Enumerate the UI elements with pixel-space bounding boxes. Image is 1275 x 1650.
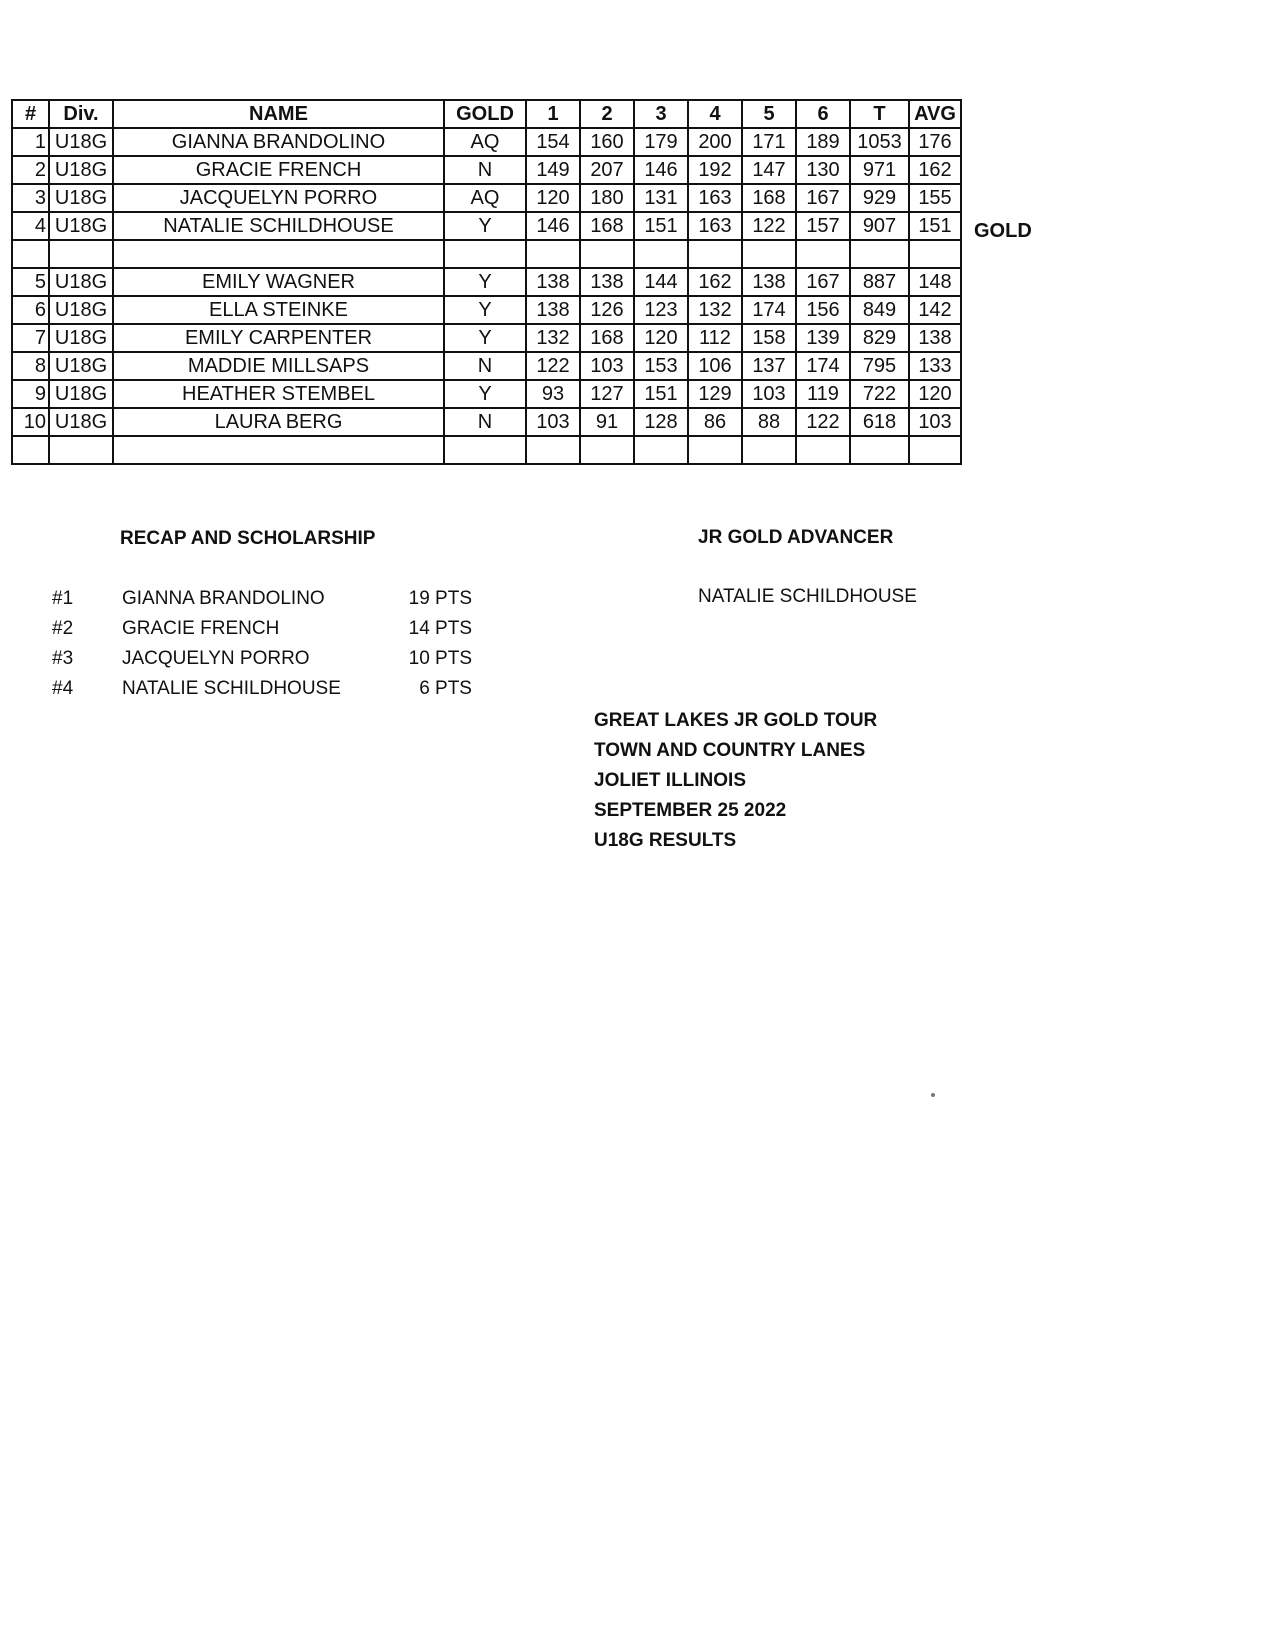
cell-game-3: 144 [634, 268, 688, 296]
table-row [12, 184, 961, 212]
cell-game-6: 139 [796, 324, 850, 352]
cell-rank: 6 [12, 296, 49, 324]
empty-cell [49, 240, 113, 268]
cell-game-1: 138 [526, 296, 580, 324]
cell-name: ELLA STEINKE [113, 296, 444, 324]
cell-rank: 8 [12, 352, 49, 380]
cell-game-4: 112 [688, 324, 742, 352]
cell-game-5: 168 [742, 184, 796, 212]
cell-average: 162 [909, 156, 961, 184]
empty-cell [688, 240, 742, 268]
cell-gold: Y [444, 324, 526, 352]
cell-game-6: 122 [796, 408, 850, 436]
cell-game-6: 189 [796, 128, 850, 156]
empty-cell [444, 436, 526, 464]
header-cell-game-3: 3 [634, 100, 688, 128]
cell-total: 1053 [850, 128, 909, 156]
cell-game-5: 158 [742, 324, 796, 352]
cell-total: 907 [850, 212, 909, 240]
cell-game-1: 138 [526, 268, 580, 296]
cell-division: U18G [49, 184, 113, 212]
recap-item [52, 618, 472, 648]
cell-total: 829 [850, 324, 909, 352]
cell-gold: Y [444, 268, 526, 296]
cell-rank: 5 [12, 268, 49, 296]
recap-pts: 6 PTS [419, 678, 472, 699]
empty-cell [909, 240, 961, 268]
cell-average: 151 [909, 212, 961, 240]
cell-total: 618 [850, 408, 909, 436]
cell-total: 887 [850, 268, 909, 296]
cell-rank: 4 [12, 212, 49, 240]
cell-game-2: 103 [580, 352, 634, 380]
gold-marker-label: GOLD [974, 220, 1032, 242]
table-row [12, 296, 961, 324]
cell-division: U18G [49, 324, 113, 352]
table-row [12, 324, 961, 352]
cell-game-4: 86 [688, 408, 742, 436]
recap-heading: RECAP AND SCHOLARSHIP [120, 528, 376, 549]
cell-rank: 1 [12, 128, 49, 156]
cell-game-3: 146 [634, 156, 688, 184]
cell-game-4: 200 [688, 128, 742, 156]
cell-gold: AQ [444, 128, 526, 156]
empty-cell [796, 436, 850, 464]
empty-cell [113, 240, 444, 268]
recap-name: JACQUELYN PORRO [122, 648, 310, 669]
cell-division: U18G [49, 408, 113, 436]
cell-game-6: 167 [796, 268, 850, 296]
cell-total: 722 [850, 380, 909, 408]
cell-rank: 9 [12, 380, 49, 408]
cell-gold: AQ [444, 184, 526, 212]
cell-game-2: 91 [580, 408, 634, 436]
header-cell-name: NAME [113, 100, 444, 128]
header-cell-gold: GOLD [444, 100, 526, 128]
cell-game-6: 119 [796, 380, 850, 408]
empty-cell [526, 436, 580, 464]
cell-game-2: 180 [580, 184, 634, 212]
header-cell-average: AVG [909, 100, 961, 128]
cell-game-3: 123 [634, 296, 688, 324]
cell-name: EMILY CARPENTER [113, 324, 444, 352]
cell-game-6: 156 [796, 296, 850, 324]
recap-rank: #2 [52, 618, 74, 639]
event-info-line: SEPTEMBER 25 2022 [594, 800, 787, 821]
blank-row [12, 436, 961, 464]
empty-cell [113, 436, 444, 464]
cell-game-1: 146 [526, 212, 580, 240]
cell-game-1: 103 [526, 408, 580, 436]
recap-name: NATALIE SCHILDHOUSE [122, 678, 341, 699]
cell-gold: Y [444, 296, 526, 324]
table-row [12, 268, 961, 296]
cell-division: U18G [49, 268, 113, 296]
table-row [12, 380, 961, 408]
recap-item [52, 648, 472, 678]
cell-game-2: 160 [580, 128, 634, 156]
cell-game-5: 122 [742, 212, 796, 240]
cell-game-3: 179 [634, 128, 688, 156]
cell-average: 120 [909, 380, 961, 408]
cell-gold: Y [444, 380, 526, 408]
cell-game-1: 149 [526, 156, 580, 184]
cell-rank: 10 [12, 408, 49, 436]
cell-average: 138 [909, 324, 961, 352]
cell-game-6: 174 [796, 352, 850, 380]
cell-game-2: 168 [580, 324, 634, 352]
advancer-heading: JR GOLD ADVANCER [698, 527, 894, 548]
cell-total: 795 [850, 352, 909, 380]
cell-game-4: 192 [688, 156, 742, 184]
cell-game-4: 129 [688, 380, 742, 408]
empty-cell [909, 436, 961, 464]
cell-total: 971 [850, 156, 909, 184]
cell-average: 103 [909, 408, 961, 436]
cell-name: HEATHER STEMBEL [113, 380, 444, 408]
empty-cell [688, 436, 742, 464]
cell-name: GRACIE FRENCH [113, 156, 444, 184]
cell-average: 155 [909, 184, 961, 212]
cell-division: U18G [49, 212, 113, 240]
table-row [12, 408, 961, 436]
cell-rank: 7 [12, 324, 49, 352]
cell-game-1: 93 [526, 380, 580, 408]
cell-name: GIANNA BRANDOLINO [113, 128, 444, 156]
cell-game-4: 106 [688, 352, 742, 380]
empty-cell [49, 436, 113, 464]
cell-gold: N [444, 156, 526, 184]
cell-game-1: 122 [526, 352, 580, 380]
empty-cell [850, 436, 909, 464]
header-cell-game-2: 2 [580, 100, 634, 128]
empty-cell [742, 436, 796, 464]
recap-item [52, 588, 472, 618]
empty-cell [850, 240, 909, 268]
table-body [12, 128, 961, 464]
results-table [11, 99, 962, 465]
cell-game-5: 137 [742, 352, 796, 380]
table-header-row [12, 100, 961, 128]
cell-game-2: 127 [580, 380, 634, 408]
table-row [12, 212, 961, 240]
empty-cell [796, 240, 850, 268]
cell-name: JACQUELYN PORRO [113, 184, 444, 212]
empty-cell [580, 436, 634, 464]
blank-row [12, 240, 961, 268]
cell-game-5: 174 [742, 296, 796, 324]
recap-pts: 19 PTS [408, 588, 472, 609]
cell-gold: N [444, 352, 526, 380]
recap-pts: 14 PTS [408, 618, 472, 639]
cell-total: 929 [850, 184, 909, 212]
header-cell-game-6: 6 [796, 100, 850, 128]
cell-game-3: 153 [634, 352, 688, 380]
cell-game-3: 128 [634, 408, 688, 436]
cell-game-5: 171 [742, 128, 796, 156]
cell-division: U18G [49, 352, 113, 380]
header-cell-game-4: 4 [688, 100, 742, 128]
cell-game-5: 88 [742, 408, 796, 436]
cell-game-1: 120 [526, 184, 580, 212]
cell-rank: 2 [12, 156, 49, 184]
cell-game-4: 163 [688, 212, 742, 240]
cell-division: U18G [49, 296, 113, 324]
cell-name: EMILY WAGNER [113, 268, 444, 296]
empty-cell [12, 240, 49, 268]
cell-name: MADDIE MILLSAPS [113, 352, 444, 380]
cell-game-6: 130 [796, 156, 850, 184]
cell-game-2: 168 [580, 212, 634, 240]
empty-cell [526, 240, 580, 268]
cell-rank: 3 [12, 184, 49, 212]
recap-name: GIANNA BRANDOLINO [122, 588, 325, 609]
event-info-line: U18G RESULTS [594, 830, 737, 851]
empty-cell [580, 240, 634, 268]
cell-game-3: 131 [634, 184, 688, 212]
table-row [12, 128, 961, 156]
cell-average: 176 [909, 128, 961, 156]
advancer-name: NATALIE SCHILDHOUSE [698, 586, 917, 607]
recap-rank: #4 [52, 678, 74, 699]
cell-gold: Y [444, 212, 526, 240]
event-info-line: JOLIET ILLINOIS [594, 770, 747, 791]
cell-gold: N [444, 408, 526, 436]
recap-item [52, 678, 472, 708]
empty-cell [12, 436, 49, 464]
header-cell-total: T [850, 100, 909, 128]
empty-cell [634, 436, 688, 464]
cell-average: 148 [909, 268, 961, 296]
recap-name: GRACIE FRENCH [122, 618, 280, 639]
header-cell-division: Div. [49, 100, 113, 128]
cell-game-2: 138 [580, 268, 634, 296]
event-info-line: TOWN AND COUNTRY LANES [594, 740, 866, 761]
cell-game-4: 163 [688, 184, 742, 212]
recap-rank: #3 [52, 648, 74, 669]
recap-pts: 10 PTS [408, 648, 472, 669]
cell-average: 142 [909, 296, 961, 324]
cell-game-1: 154 [526, 128, 580, 156]
cell-total: 849 [850, 296, 909, 324]
cell-game-3: 151 [634, 212, 688, 240]
cell-game-6: 167 [796, 184, 850, 212]
cell-game-3: 120 [634, 324, 688, 352]
cell-game-1: 132 [526, 324, 580, 352]
event-info-line: GREAT LAKES JR GOLD TOUR [594, 710, 878, 731]
scan-speck [931, 1093, 935, 1097]
header-cell-game-5: 5 [742, 100, 796, 128]
cell-division: U18G [49, 156, 113, 184]
cell-game-5: 138 [742, 268, 796, 296]
cell-game-6: 157 [796, 212, 850, 240]
empty-cell [634, 240, 688, 268]
cell-game-2: 207 [580, 156, 634, 184]
empty-cell [444, 240, 526, 268]
cell-average: 133 [909, 352, 961, 380]
header-cell-rank: # [12, 100, 49, 128]
cell-name: NATALIE SCHILDHOUSE [113, 212, 444, 240]
event-info [594, 706, 877, 856]
table-row [12, 352, 961, 380]
recap-rank: #1 [52, 588, 74, 609]
cell-division: U18G [49, 380, 113, 408]
cell-game-5: 147 [742, 156, 796, 184]
cell-game-4: 162 [688, 268, 742, 296]
cell-game-2: 126 [580, 296, 634, 324]
cell-division: U18G [49, 128, 113, 156]
recap-list [52, 588, 472, 708]
table-row [12, 156, 961, 184]
cell-game-3: 151 [634, 380, 688, 408]
header-cell-game-1: 1 [526, 100, 580, 128]
cell-game-5: 103 [742, 380, 796, 408]
cell-game-4: 132 [688, 296, 742, 324]
cell-name: LAURA BERG [113, 408, 444, 436]
empty-cell [742, 240, 796, 268]
